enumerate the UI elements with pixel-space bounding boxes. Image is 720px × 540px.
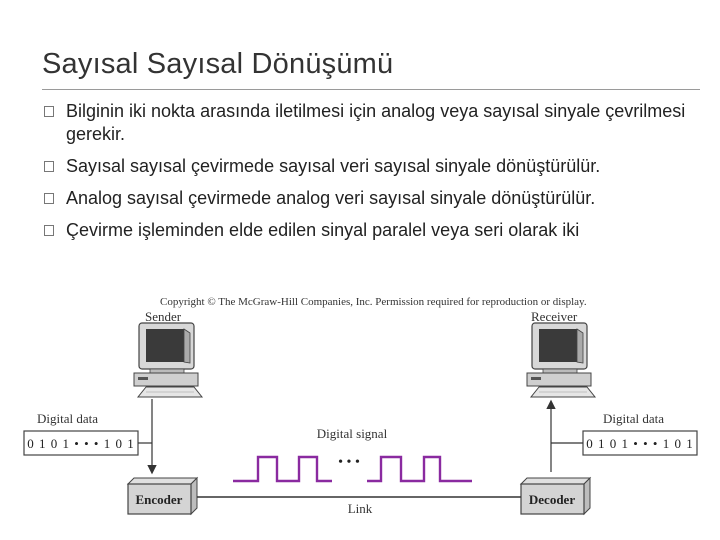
bullet-item bbox=[44, 100, 704, 146]
bullet-box-icon bbox=[44, 106, 54, 117]
bullet-text: Çevirme işleminden elde edilen sinyal paralel veya seri olarak iki bbox=[66, 220, 580, 240]
sender-computer-icon bbox=[134, 323, 202, 397]
right-bit-sequence: 0 1 0 1 • • • 1 0 1 bbox=[586, 436, 694, 451]
copyright-notice: Copyright © The McGraw-Hill Companies, Inc. Permission required for reproduction or display. bbox=[160, 296, 587, 308]
decoder-label: Decoder bbox=[528, 492, 576, 507]
receiver-label: Receiver bbox=[531, 309, 578, 324]
bullet-box-icon bbox=[44, 161, 54, 172]
signal-waveform-left bbox=[233, 457, 332, 481]
bullet-text: Bilginin iki nokta arasında iletilmesi için analog veya sayısal sinyale çevrilmesi gerekir. bbox=[66, 101, 686, 144]
encoder-label: Encoder bbox=[135, 492, 183, 507]
bullet-text: Analog sayısal çevirmede analog veri sayısal sinyale dönüştürülür. bbox=[66, 188, 596, 208]
signal-ellipsis: • • • bbox=[338, 455, 360, 470]
digital-signal-label: Digital signal bbox=[316, 426, 388, 441]
receiver-computer-icon bbox=[527, 323, 595, 397]
bullet-text: Sayısal sayısal çevirmede sayısal veri sayısal sinyale dönüştürülür. bbox=[66, 156, 601, 176]
signal-waveform-right bbox=[367, 457, 472, 481]
sender-label: Sender bbox=[145, 309, 182, 324]
bullet-box-icon bbox=[44, 193, 54, 204]
left-bit-sequence: 0 1 0 1 • • • 1 0 1 bbox=[27, 436, 135, 451]
title-divider bbox=[42, 89, 700, 90]
bullet-item bbox=[44, 219, 704, 242]
digital-to-digital-diagram bbox=[0, 292, 720, 540]
bullet-list bbox=[44, 100, 704, 242]
bullet-item bbox=[44, 187, 704, 210]
left-digital-data-label: Digital data bbox=[37, 411, 99, 426]
link-label: Link bbox=[347, 501, 373, 516]
right-digital-data-label: Digital data bbox=[603, 411, 665, 426]
slide-title: Sayısal Sayısal Dönüşümü bbox=[42, 48, 394, 80]
bullet-box-icon bbox=[44, 225, 54, 236]
bullet-item bbox=[44, 155, 704, 178]
